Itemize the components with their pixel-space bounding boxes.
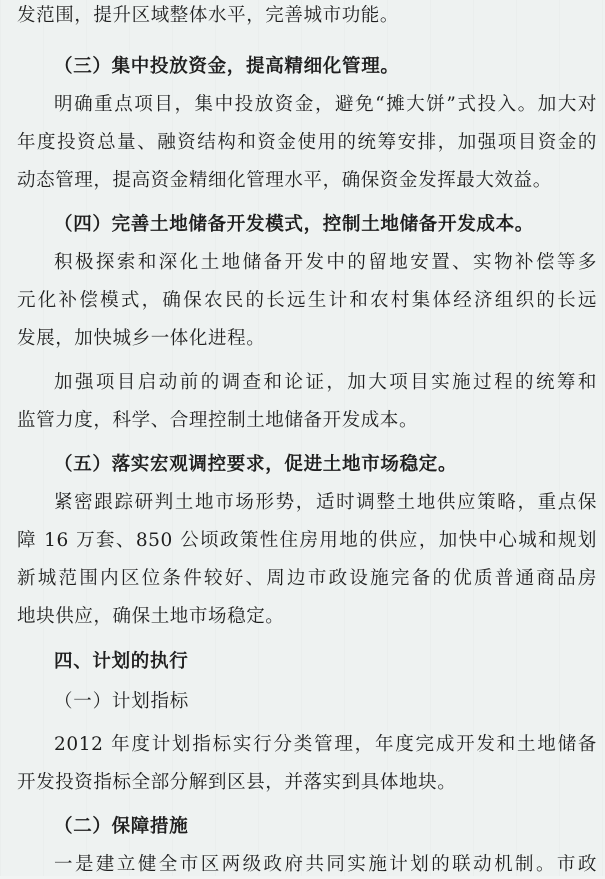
- paragraph-line: 开发投资指标全部分解到区县，并落实到具体地块。: [17, 772, 457, 793]
- paragraph-line: 明确重点项目，集中投放资金，避免“摊大饼”式投入。加大对: [54, 94, 597, 115]
- paragraph-line: 2012 年度计划指标实行分类管理，年度完成开发和土地储备: [54, 734, 597, 755]
- paragraph-line: 发范围，提升区域整体水平，完善城市功能。: [17, 5, 400, 26]
- paragraph-line: 积极探索和深化土地储备开发中的留地安置、实物补偿等多: [54, 252, 597, 273]
- paragraph-line: 加强项目启动前的调查和论证，加大项目实施过程的统筹和: [54, 372, 597, 393]
- paragraph-line: 新城范围内区位条件较好、周边市政设施完备的优质普通商品房: [17, 568, 597, 589]
- paragraph-line: 紧密跟踪研判土地市场形势，适时调整土地供应策略，重点保: [54, 492, 597, 513]
- paragraph-line: 动态管理，提高资金精细化管理水平，确保资金发挥最大效益。: [17, 170, 552, 191]
- subsection-heading: （一）计划指标: [54, 691, 190, 712]
- paragraph-line: 障 16 万套、850 公顷政策性住房用地的供应，加快中心城和规划: [17, 530, 597, 551]
- section-heading: （三）集中投放资金，提高精细化管理。: [54, 56, 400, 77]
- paragraph-line: 监管力度，科学、合理控制土地储备开发成本。: [17, 410, 419, 431]
- paragraph-line: 年度投资总量、融资结构和资金使用的统筹安排，加强项目资金的: [17, 132, 597, 153]
- subsection-heading: （二）保障措施: [54, 816, 189, 837]
- paragraph-line: 地块供应，确保土地市场稳定。: [17, 606, 285, 627]
- section-heading: （四）完善土地储备开发模式，控制土地储备开发成本。: [54, 214, 535, 235]
- paragraph-line: 元化补偿模式，确保农民的长远生计和农村集体经济组织的长远: [17, 290, 597, 311]
- section-heading: （五）落实宏观调控要求，促进土地市场稳定。: [54, 454, 458, 475]
- paragraph-line: 一是建立健全市区两级政府共同实施计划的联动机制。市政: [54, 854, 597, 875]
- chapter-heading: 四、计划的执行: [54, 651, 189, 672]
- paragraph-line: 发展，加快城乡一体化进程。: [17, 328, 266, 349]
